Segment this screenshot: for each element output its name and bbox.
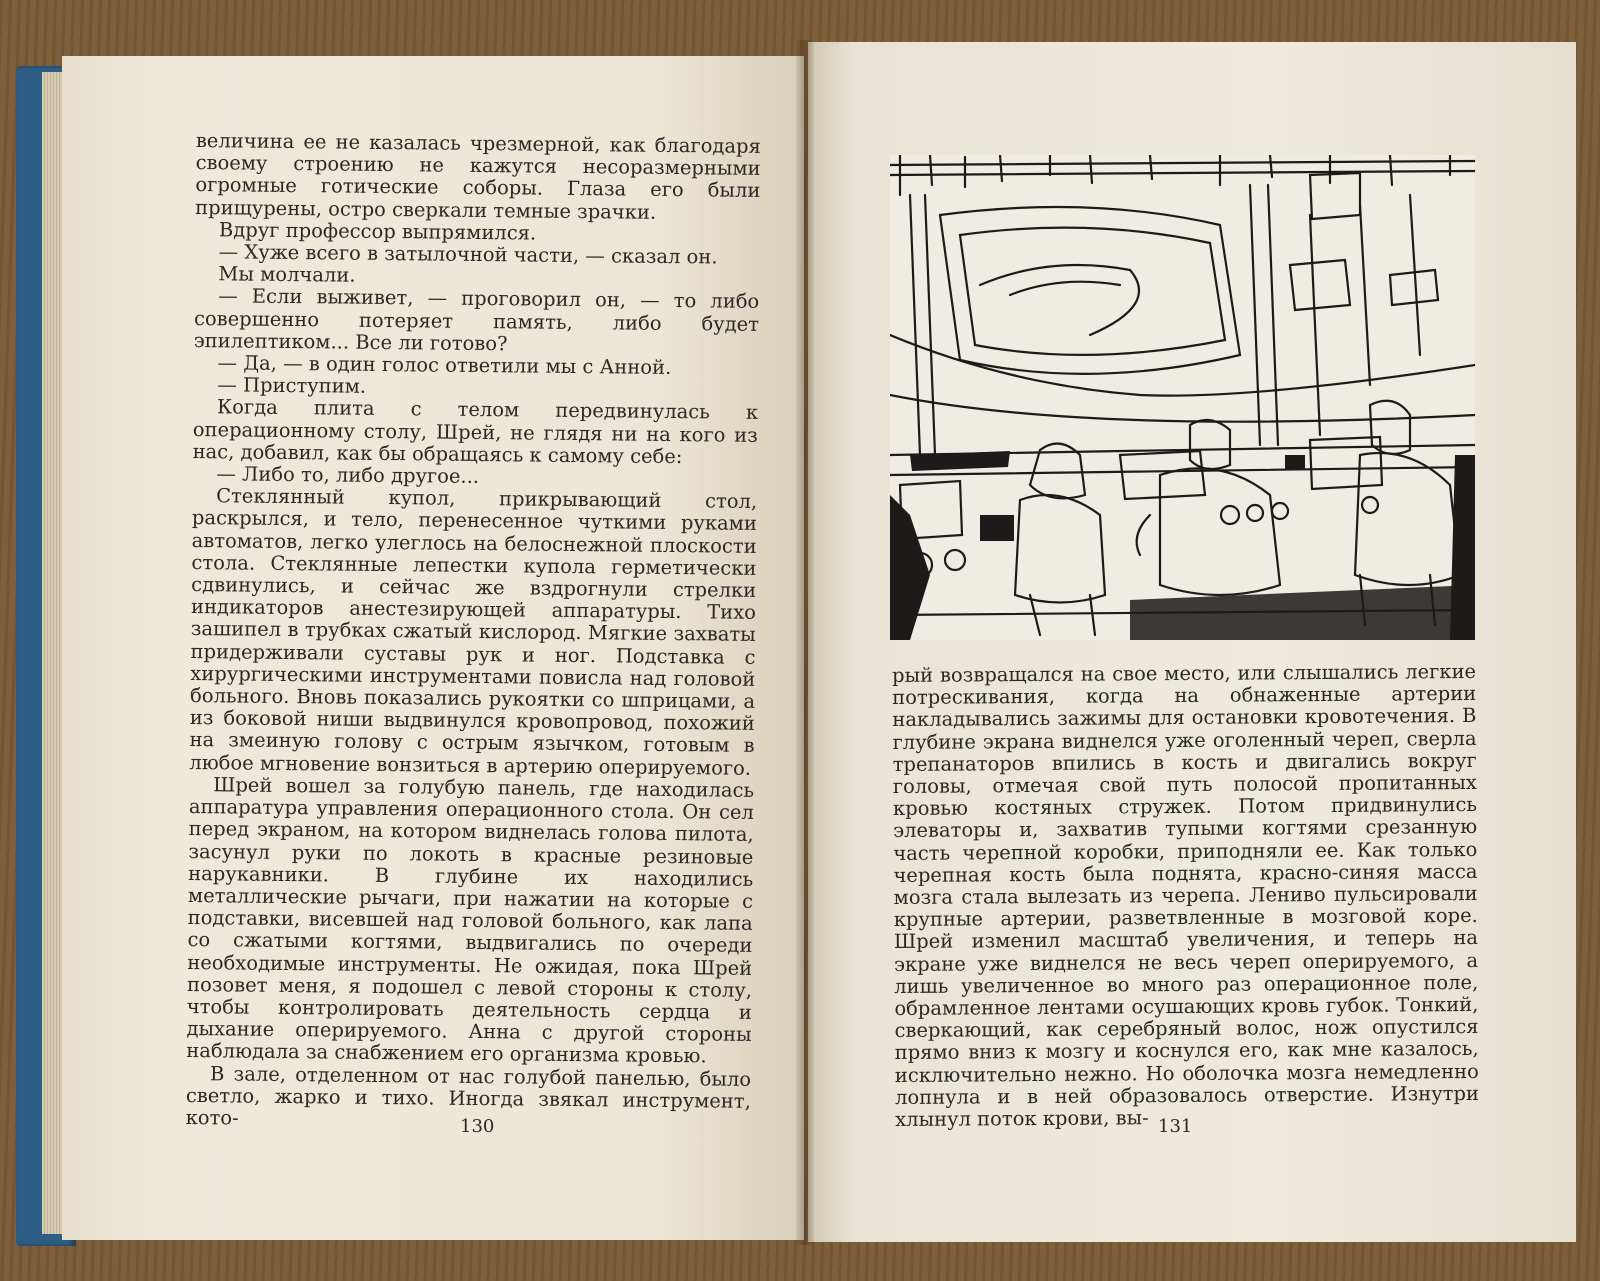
paragraph: Мы молчали.: [218, 262, 356, 287]
book-gutter: [796, 40, 814, 1245]
paragraph: — Либо то, либо другое...: [216, 462, 480, 489]
paragraph: — Хуже всего в затылочной части, — сказал он.: [218, 240, 718, 269]
paragraph: Стеклянный купол, прикрывающий стол, раскрылся, и тело, перенесенное чуткими руками автоматов, легко улеглось на белоснежной плоскости стола. Стеклянные лепестки купола герметически сдвинулись, и сейчас же вздрогнули стрелки индикаторов анестезирующей аппаратуры. Тихо зашипел в трубках сжатый кислород. Мягкие захваты придерживали суставы рук и ног. Подставка с хирургическими инструментами повисла над головой больного. Вновь показались рукоятки со шприцами, а из боковой ниши выдвинулся кровопровод, похожий на змеиную голову с острым язычком, готовым в любое мгновение вонзиться в артерию оперируемого.: [189, 484, 758, 780]
page-number-right: 131: [1158, 1116, 1193, 1137]
paragraph: — Приступим.: [217, 373, 367, 399]
paragraph: Шрей вошел за голубую панель, где находилась аппаратура управления операционного стола. Он сел перед экраном, на котором виднелась голова пилота, засунул руки по локоть в красные резиновые нарукавники. В глубине их находились металлические рычаги, при нажатии на которые с подставки, висевшей над головой больного, как лапа со сжатыми когтями, выдвигались по очереди необходимые инструменты. Не ожидая, пока Шрей позовет меня, я подошел с левой стороны к столу, чтобы контролировать деятельность сердца и дыхание оперируемого. Анна с другой стороны наблюдала за снабжением его организма кровью.: [186, 773, 755, 1068]
paragraph: Вдруг профессор выпрямился.: [218, 218, 537, 245]
left-page-text: [186, 130, 761, 1135]
paragraph: рый возвращался на свое место, или слышались легкие потрескивания, когда на обнаженные артерии накладывались зажимы для остановки кровотечения. В глубине экрана виднелся уже оголенный череп, сверла трепанаторов впились в кость и двигались вокруг головы, отмечая свой путь полосой пропитанных кровью костяных стружек. Потом придвинулись элеваторы и, захватив тупыми когтями срезанную часть черепной коробки, приподняли ее. Как только черепная кость была поднята, красно-синяя масса мозга стала вылезать из черепа. Лениво пульсировали крупные артерии, разветвленные в мозговой коре. Шрей изменил масштаб увеличения, и теперь на экране уже виднелся не весь череп оперируемого, а лишь увеличенное во много раз операционное поле, обрамленное лентами осушающих кровь губок. Тонкий, сверкающий, как серебряный волос, нож опустился прямо вниз к мозгу и коснулся его, как мне казалось, исключительно нежно. Но оболочка мозга немедленно лопнула и в ней образовалось отверстие. Изнутри хлынул поток крови, вы-: [891, 659, 1480, 1132]
operating-room-illustration-icon: [890, 155, 1475, 640]
right-page-text: [892, 661, 1479, 1131]
paragraph: величина ее не казалась чрезмерной, как благодаря своему строению не кажутся несоразмерными огромные готические соборы. Глаза его были прищурены, остро сверкали темные зрачки.: [195, 129, 761, 224]
paragraph: В зале, отделенном от нас голубой панелью, было светло, жарко и тихо. Иногда звякал инструмент, кото-: [185, 1061, 752, 1130]
page-number-left: 130: [460, 1116, 495, 1137]
paragraph: — Да, — в один голос ответили мы с Анной.: [217, 351, 672, 380]
paragraph: Когда плита с телом передвинулась к операционному столу, Шрей, не глядя ни на кого из нас, добавил, как бы обращаясь к самому себе:: [192, 395, 759, 468]
paragraph: — Если выживет, — проговорил он, — то либо совершенно потеряет память, либо будет эпилептиком... Все ли готово?: [193, 284, 760, 356]
